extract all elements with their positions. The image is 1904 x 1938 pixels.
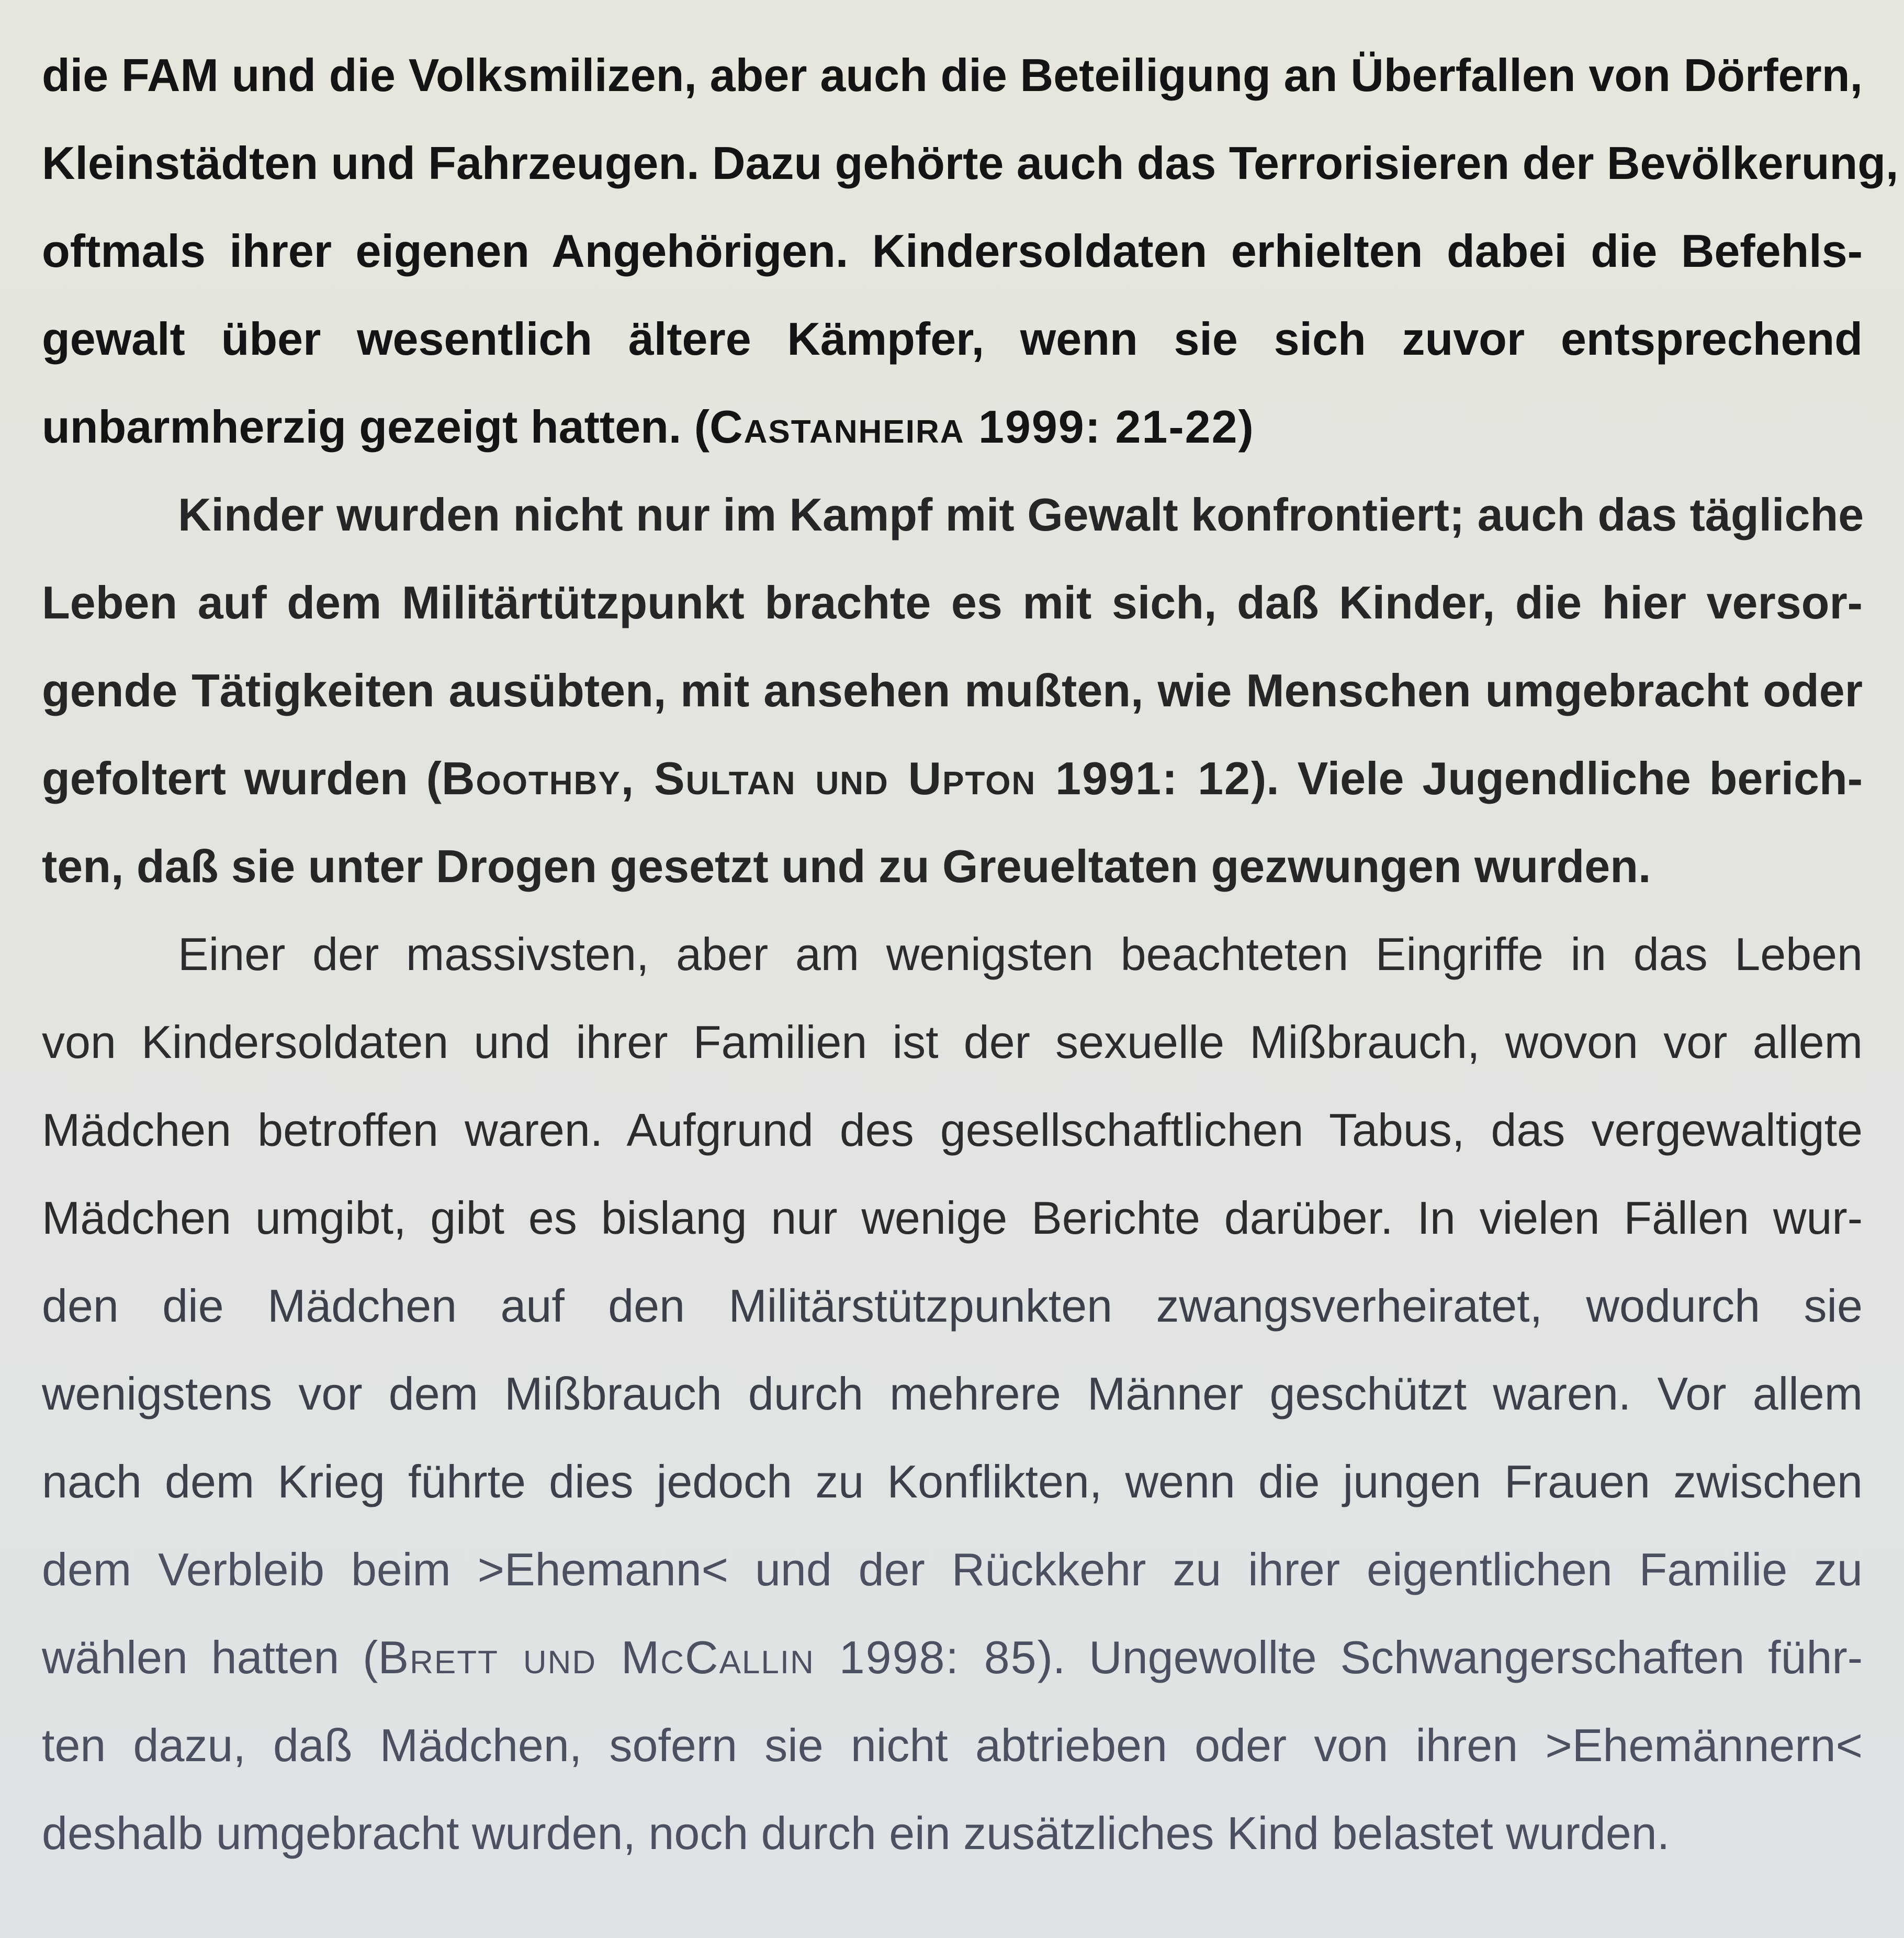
text-line: Mädchen umgibt, gibt es bislang nur wenige Berichte darüber. In vielen Fällen wur- — [42, 1192, 1863, 1244]
text-line: gewalt über wesentlich ältere Kämpfer, wenn sie sich zuvor entsprechend — [42, 313, 1863, 365]
paragraph-first-line: Kinder wurden nicht nur im Kampf mit Gewalt konfrontiert; auch das tägliche — [178, 489, 1864, 540]
citation: Castanheira 1999: 21-22 — [709, 401, 1238, 453]
citation: Brett und McCallin 1998: 85 — [378, 1631, 1038, 1683]
text-line: wenigstens vor dem Mißbrauch durch mehrere Männer geschützt waren. Vor allem — [42, 1368, 1863, 1419]
text-line: Mädchen betroffen waren. Aufgrund des gesellschaftlichen Tabus, das vergewaltigte — [42, 1104, 1863, 1156]
text-line: unbarmherzig gezeigt hatten. (Castanheira 1999: 21-22) — [42, 401, 1254, 453]
paragraph-first-line: Einer der massivsten, aber am wenigsten beachteten Eingriffe in das Leben — [178, 928, 1863, 980]
text-line: dem Verbleib beim >Ehemann< und der Rückkehr zu ihrer eigentlichen Familie zu — [42, 1543, 1863, 1595]
text-line: die FAM und die Volksmilizen, aber auch die Beteiligung an Überfallen von Dörfern, — [42, 49, 1863, 101]
text-line: nach dem Krieg führte dies jedoch zu Konflikten, wenn die jungen Frauen zwischen — [42, 1456, 1863, 1507]
citation: Boothby, Sultan und Upton 1991: 12 — [441, 752, 1251, 804]
text-line: gefoltert wurden (Boothby, Sultan und Upton 1991: 12). Viele Jugendliche berich- — [42, 752, 1863, 804]
text-line: gende Tätigkeiten ausübten, mit ansehen mußten, wie Menschen umgebracht oder — [42, 664, 1863, 716]
text-line: deshalb umgebracht wurden, noch durch ein zusätzliches Kind belastet wurden. — [42, 1807, 1670, 1859]
text-line: den die Mädchen auf den Militärstützpunkten zwangsverheiratet, wodurch sie — [42, 1280, 1863, 1332]
text-line: Leben auf dem Militärtützpunkt brachte es mit sich, daß Kinder, die hier versor- — [42, 577, 1863, 628]
text-line: ten dazu, daß Mädchen, sofern sie nicht abtrieben oder von ihren >Ehemännern< — [42, 1719, 1863, 1771]
text-line: wählen hatten (Brett und McCallin 1998: 85). Ungewollte Schwangerschaften führ- — [42, 1631, 1863, 1683]
text-line: Kleinstädten und Fahrzeugen. Dazu gehörte auch das Terrorisieren der Bevölkerung, — [42, 137, 1899, 189]
text-line: von Kindersoldaten und ihrer Familien ist der sexuelle Mißbrauch, wovon vor allem — [42, 1016, 1863, 1068]
text-line: ten, daß sie unter Drogen gesetzt und zu Greueltaten gezwungen wurden. — [42, 840, 1651, 892]
text-line: oftmals ihrer eigenen Angehörigen. Kindersoldaten erhielten dabei die Befehls- — [42, 225, 1863, 277]
book-page — [42, 31, 1899, 1915]
